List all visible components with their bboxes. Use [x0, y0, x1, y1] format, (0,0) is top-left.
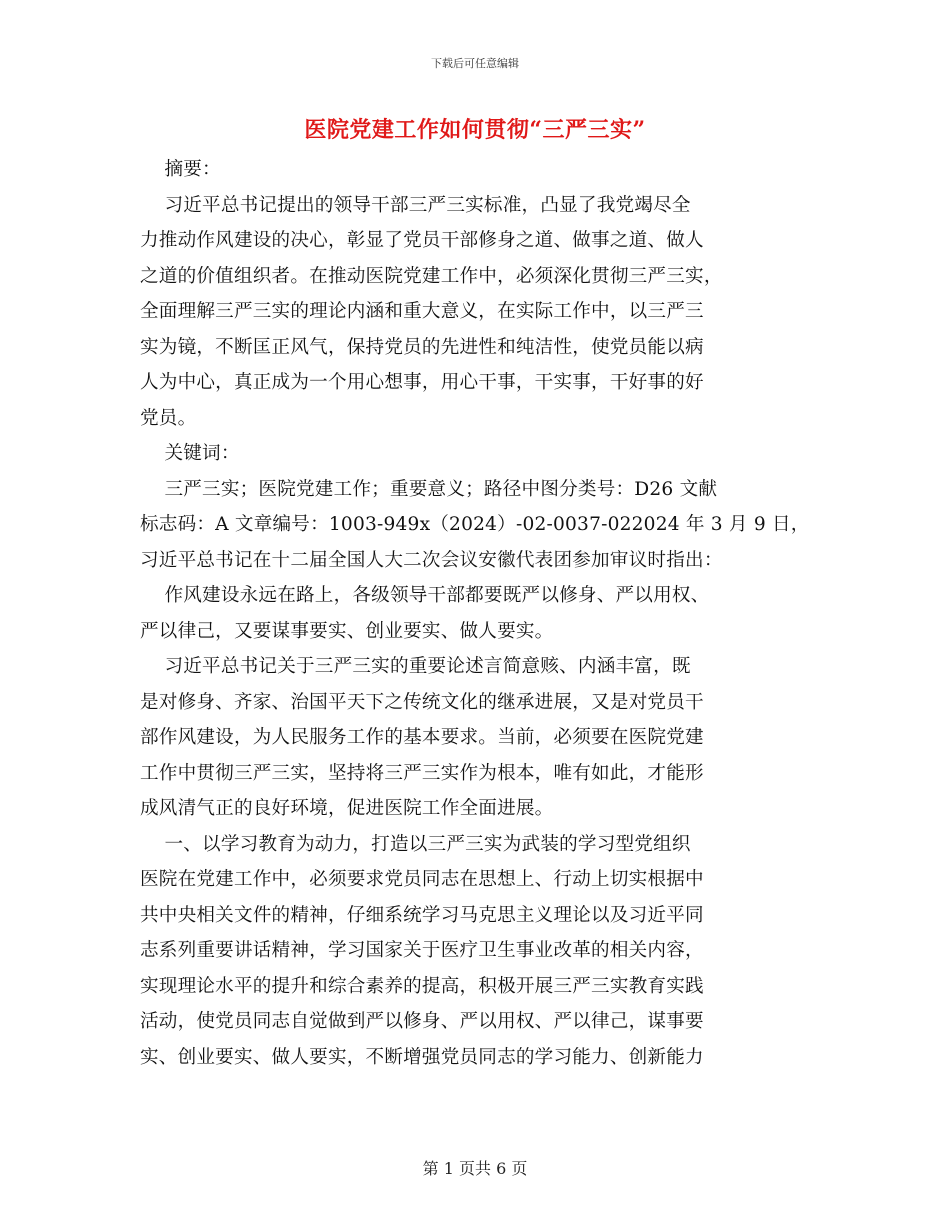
- paragraph-line: 实为镜，不断匡正风气，保持党员的先进性和纯洁性，使党员能以病: [140, 336, 704, 358]
- paragraph-line: 习近平总书记在十二届全国人大二次会议安徽代表团参加审议时指出：: [140, 549, 723, 571]
- paragraph-line: 人为中心，真正成为一个用心想事，用心干事，干实事，干好事的好: [140, 372, 704, 393]
- paragraph-line: 一、以学习教育为动力，打造以三严三实为武装的学习型党组织: [140, 833, 691, 855]
- paragraph-line: 医院在党建工作中，必须要求党员同志在思想上、行动上切实根据中: [140, 869, 704, 890]
- paragraph-line: 习近平总书记关于三严三实的重要论述言简意赅、内涵丰富，既: [140, 656, 691, 677]
- paragraph-line: 力推动作风建设的决心，彰显了党员干部修身之道、做事之道、做人: [140, 230, 704, 251]
- paragraph-line: 实现理论水平的提升和综合素养的提高，积极开展三严三实教育实践: [140, 975, 704, 997]
- paragraph-line: 志系列重要讲话精神，学习国家关于医疗卫生事业改革的相关内容，: [140, 940, 704, 961]
- page-header: 下载后可任意编辑: [431, 57, 519, 70]
- paragraph-line: 关键词：: [140, 443, 240, 464]
- page-footer: 第 1 页共 6 页: [422, 1159, 528, 1178]
- paragraph-line: 习近平总书记提出的领导干部三严三实标准，凸显了我党竭尽全: [140, 194, 691, 216]
- paragraph-line: 三严三实；医院党建工作；重要意义；路径中图分类号：D26 文献: [140, 478, 718, 500]
- paragraph-line: 党员。: [140, 407, 197, 429]
- paragraph-line: 成风清气正的良好环境，促进医院工作全面进展。: [140, 798, 554, 819]
- paragraph-line: 共中央相关文件的精神，仔细系统学习马克思主义理论以及习近平同: [140, 904, 704, 926]
- paragraph-line: 全面理解三严三实的理论内涵和重大意义，在实际工作中，以三严三: [140, 301, 704, 322]
- document-body: [140, 152, 825, 1075]
- paragraph-line: 是对修身、齐家、治国平天下之传统文化的继承进展，又是对党员干: [140, 691, 704, 713]
- paragraph-line: 作风建设永远在路上，各级领导干部都要既严以修身、严以用权、: [140, 585, 710, 606]
- document-title: 医院党建工作如何贯彻“三严三实”: [304, 117, 646, 143]
- paragraph-line: 之道的价值组织者。在推动医院党建工作中，必须深化贯彻三严三实，: [140, 265, 723, 287]
- paragraph-line: 严以律己，又要谋事要实、创业要实、做人要实。: [140, 620, 554, 642]
- paragraph-line: 部作风建设，为人民服务工作的基本要求。当前，必须要在医院党建: [140, 727, 704, 748]
- paragraph-line: 实、创业要实、做人要实，不断增强党员同志的学习能力、创新能力: [140, 1046, 704, 1068]
- paragraph-line: 工作中贯彻三严三实，坚持将三严三实作为根本，唯有如此，才能形: [140, 762, 704, 784]
- paragraph-line: 标志码：A 文章编号：1003-949x（2024）-02-0037-022024 年 3 月 9 日，: [140, 514, 810, 535]
- paragraph-line: 活动，使党员同志自觉做到严以修身、严以用权、严以律己，谋事要: [140, 1011, 704, 1032]
- paragraph-line: 摘要：: [140, 159, 221, 180]
